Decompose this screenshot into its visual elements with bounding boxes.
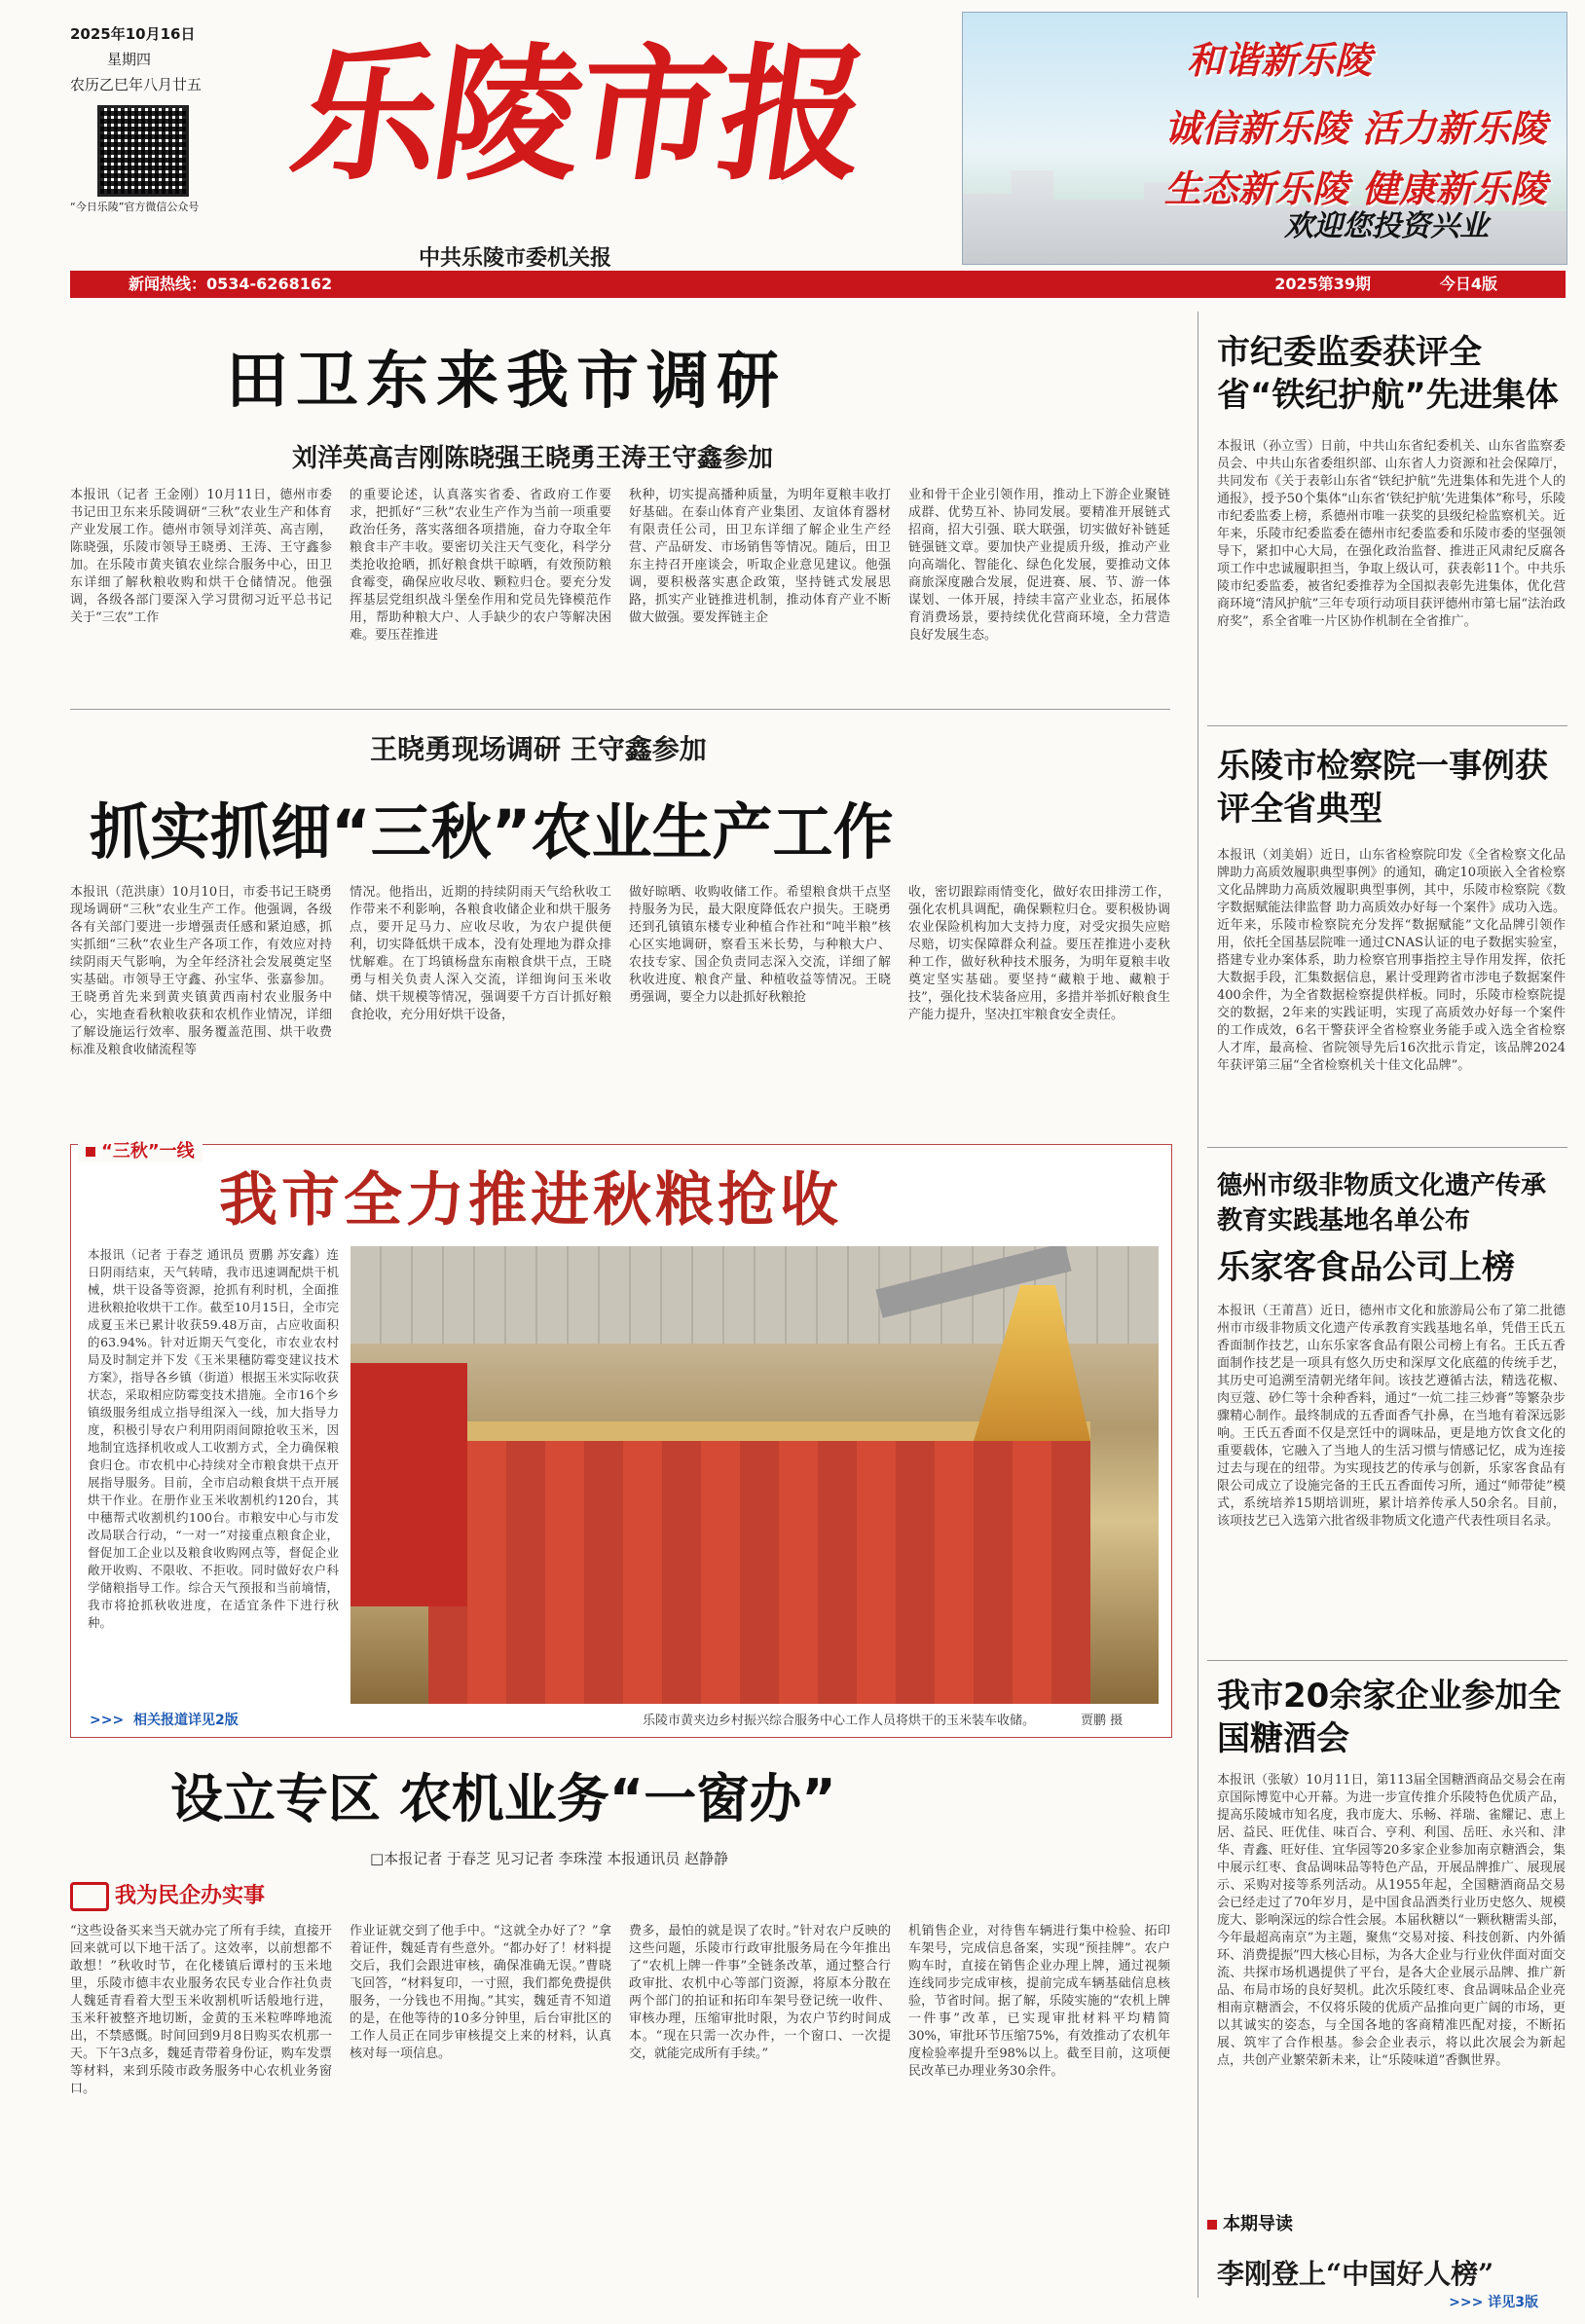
window-col-3: 费多，最怕的就是误了农时。”针对农户反映的这些问题，乐陵市行政审批服务局在今年推出了“农机上牌一件事”全链条改革，通过整合行政审批、农机中心等部门资源，将原本分散在两个部门的拍证和拓印车架号登记统一收件、审核办理，压缩审批时限，为农户节约时间成本。“现在只需一次办件，一个窗口、一次提交，就能完成所有手续。”	[629, 1924, 891, 2061]
city-advertisement	[962, 12, 1567, 265]
weekday: 星期四	[107, 51, 152, 68]
divider	[1207, 725, 1567, 726]
side-article-3-body: 本报讯（王莆菖）近日，德州市文化和旅游局公布了第二批德州市市级非物质文化遗产传承教育实践基地名单，凭借王氏五香面制作技艺，山东乐家客食品有限公司榜上有名。王氏五香面制作技艺是一项具有悠久历史和深厚文化底蕴的传统手艺，其历史可追溯至清朝光绪年间。该技艺遵循古法，精选花椒、肉豆蔻、砂仁等十余种香料，通过“一炕二挂三炒膏”等繁杂步骤精心制作。最终制成的五香面香气扑鼻，在当地有着深远影响。王氏五香面不仅是烹饪中的调味品，更是地方饮食文化的重要载体，它融入了当地人的生活习惯与情感记忆，成为连接过去与现在的纽带。为实现技艺的传承与创新，乐家客食品有限公司成立了设施完备的王氏五香面传习所，通过“师带徒”模式，系统培养15期培训班，累计培养传承人50余名。目前，该项技艺已入选第六批省级非物质文化遗产代表性项目名录。	[1217, 1304, 1566, 1529]
lead-headline[interactable]: 田卫东来我市调研	[226, 346, 787, 418]
guide-more-link[interactable]: >>> 详见3版	[1449, 2295, 1538, 2310]
service-icon	[70, 1882, 109, 1911]
window-byline: □本报记者 于春芝 见习记者 李珠滢 本报通讯员 赵静静	[370, 1850, 729, 1867]
photo-credit: 贾鹏 摄	[1081, 1714, 1124, 1728]
ad-line-2: 诚信新乐陵 活力新乐陵	[1163, 107, 1547, 150]
guide-label-row	[1207, 2210, 1567, 2235]
qr-code[interactable]	[97, 105, 189, 197]
second-body	[70, 884, 1170, 1127]
guide-more-label: 详见3版	[1488, 2295, 1538, 2310]
second-col-3: 做好晾晒、收购收储工作。希望粮食烘干点坚持服务为民，最大限度降低农户损失。王晓勇还到孔镇镇东楼专业种植合作社和“吨半粮”核心区实地调研，察看玉米长势，与种粮大户、农技专家、国企负责同志深入交流，详细了解秋收进度、粮食产量、种植收益等情况。王晓勇强调，要全力以赴抓好秋粮抢	[629, 885, 891, 1005]
photo-caption: 乐陵市黄夹边乡村振兴综合服务中心工作人员将烘干的玉米装车收储。	[643, 1714, 1036, 1728]
truck-image	[428, 1421, 1090, 1704]
lead-col-2: 的重要论述，认真落实省委、省政府工作要求，把抓好“三秋”农业生产作为当前一项重要政治任务，落实落细各项措施，奋力夺取全年粮食丰产丰收。要密切关注天气变化，科学分类抢收抢晒，抓好粮食烘干晾晒，有效预防粮食霉变，确保应收尽收、颗粒归仓。要充分发挥基层党组织战斗堡垒作用和党员先锋模范作用，帮助种粮大户、人手缺少的农户等解决困难。要压茬推进	[350, 488, 611, 643]
tag-square-icon	[86, 1147, 95, 1157]
lead-col-4: 业和骨干企业引领作用，推动上下游企业聚链成群、优势互补、协同发展。要精准开展链式招商，招大引强、联大联强，切实做好补链延链强链文章。要加快产业提质升级，推动产业向高端化、智能化、绿色化发展，要推动文体商旅深度融合发展，促进赛、展、节、游一体谋划、一体开展，持续丰富产业业态，拓展体育消费场景，要持续优化营商环境，全力营造良好发展生态。	[908, 488, 1170, 643]
second-headline[interactable]: 抓实抓细“三秋”农业生产工作	[90, 796, 894, 867]
side-article-3-kicker: 德州市级非物质文化遗产传承教育实践基地名单公布	[1217, 1171, 1547, 1236]
lead-subtitle: 刘洋英高吉刚陈晓强王晓勇王涛王守鑫参加	[292, 444, 774, 473]
ad-line-3: 生态新乐陵 健康新乐陵	[1163, 167, 1547, 210]
masthead-info	[70, 21, 236, 214]
window-col-1: “这些设备买来当天就办完了所有手续，直接开回来就可以下地干活了。这效率，以前想都不敢想！”秋收时节，在化楼镇后谭村的玉米地里，乐陵市德丰农业服务农民专业合作社负责人魏延青看着大型玉米收割机听话般地行进，玉米秆被整齐地切断，金黄的玉米粒哗哗地流出，不禁感慨。时间回到9月8日购买农机那一天。下午3点多，魏延青带着身份证，购车发票等材料，来到乐陵市政务服务中心农机业务窗口。	[70, 1924, 332, 2096]
feature-tag-label: “三秋”一线	[101, 1141, 195, 1162]
guide-headline[interactable]: 李刚登上“中国好人榜”	[1217, 2258, 1494, 2290]
window-headline[interactable]: 设立专区 农机业务“一窗办”	[170, 1768, 836, 1829]
side-article-4-body: 本报讯（张敏）10月11日，第113届全国糖酒商品交易会在南京国际博览中心开幕。为进一步宣传推介乐陵特色优质产品，提高乐陵城市知名度，我市庞大、乐畅、祥瑞、雀耀记、恵上居、益民、旺优佳、味百合、亨利、利国、岳旺、永兴和、津华、青鑫、旺好佳、宜华园等20多家企业参加南京糖酒会，集中展示红枣、食品调味品等特色产品，开展品牌推广、展现展示、采购对接等系列活动。从1955年起，全国糖酒商品交易会已经走过了70年岁月，是中国食品酒类行业历史悠久、规模庞大、影响深远的综合性会展。本届秋糖以“一颗秋糖需头部，今年最超高南京”为主题，聚焦“交易对接、科技创新、内外循环、消费提振”四大核心目标，为各大企业与行业伙伴面对面交流、共探市场机遇提供了平台，是各大企业展示品牌、推广新品、布局市场的良好契机。此次乐陵红枣、食品调味品企业亮相南京糖酒会，不仅将乐陵的优质产品推向更广阔的市场，更以其诚实的姿态，与全国各地的客商精准匹配对接，不断拓展、筑牢了合作根基。参会企业表示，将以此次展会为新起点，共创产业繁荣新未来，让“乐陵味道”香飘世界。	[1217, 1773, 1566, 2068]
feature-more-label: 相关报道详见2版	[132, 1713, 239, 1728]
guide-label: 本期导读	[1223, 2214, 1293, 2234]
divider	[70, 709, 1170, 710]
feature-body: 本报讯（记者 于春芝 通讯员 贾鹏 苏安鑫）连日阴雨结束，天气转晴，我市迅速调配烘干机械，烘干设备等资源，抢抓有利时机，全面推进秋粮抢收烘干工作。截至10月15日，全市完成夏玉米已累计收获59.48万亩，占应收面积的63.94%。针对近期天气变化，市农业农村局及时制定并下发《玉米果穗防霉变建议技术方案》，指导各乡镇（街道）根据玉米实际收获状态，采取相应防霉变技术措施。全市16个乡镇级服务组成立指导组深入一线，加大指导力度，积极引导农户利用阴雨间隙抢收玉米，因地制宜选择机收或人工收割方式，全力确保粮食归仓。市农机中心持续对全市粮食烘干点开展指导服务。目前，全市启动粮食烘干点开展烘干作业。在册作业玉米收割机约120台，其中穗帮式收割机约100台。市粮安中心与市发改局联合行动，“一对一”对接重点粮食企业，督促加工企业以及粮食收购网点等，督促企业敞开收购、不限收、不拒收。同时做好农户科学储粮指导工作。综合天气预报和当前墒情，我市将抢抓秋收进度，在适宜条件下进行秋种。	[88, 1247, 339, 1630]
side-article-2-body: 本报讯（刘美娟）近日，山东省检察院印发《全省检察文化品牌助力高质效履职典型事例》的通知，确定10项嵌入全省检察文化品牌助力高质效履职典型事例，其中，乐陵市检察院《数字数据赋能法律监督 助力高质效办好每一个案件》成功入选。近年来，乐陵市检察院充分发挥“数据赋能”文化品牌引领作用，依托全国基层院唯一通过CNAS认证的电子数据实验室，搭建专业办案体系，助力检察官刑事指控主导作用发挥，依托大数据手段，汇集数据信息，累计受理跨省市涉电子数据案件400余件，为全省数据检察提供样板。同时，乐陵市检察院提交的数据，2年来的实践证明，实现了高质效办好每一个案件的工作成效，6名干警获评全省检察业务能手或入选全省检察人才库，最高检、省院领导先后16次批示肯定，该品牌2024年获评第三届“全省检察机关十佳文化品牌”。	[1217, 848, 1566, 1073]
feature-tag	[78, 1137, 203, 1162]
lead-body	[70, 487, 1170, 691]
window-col-2: 作业证就交到了他手中。“这就全办好了？”拿着证件，魏延青有些意外。“都办好了！材料提交后，我们会跟进审核，确保准确无误。”曹晓飞回答，“材料复印，一寸照，我们都免费提供服务，一分钱也不用掏。”其实，魏延青不知道的是，在他等待的10多分钟里，后台审批区的工作人员正在同步审核提交上来的材料，认真核对每一项信息。	[350, 1924, 611, 2061]
lead-col-3: 秋种，切实提高播种质量，为明年夏粮丰收打好基础。在泰山体育产业集团、友谊体育器材有限责任公司，田卫东详细了解企业生产经营、产品研发、市场销售等情况。随后，田卫东主持召开座谈会，听取企业意见建议。他强调，要积极落实惠企政策，坚持链式发展思路，抓实产业链推进机制，推动体育产业不断做大做强。要发挥链主企	[629, 488, 891, 625]
side-article-1-title[interactable]: 市纪委监委获评全省“铁纪护航”先进集体	[1217, 333, 1559, 415]
truck-cab-image	[350, 1363, 467, 1606]
harvest-photo[interactable]	[350, 1246, 1159, 1704]
side-article-3-title[interactable]: 乐家客食品公司上榜	[1217, 1248, 1515, 1287]
issue-date: 2025年10月16日	[70, 25, 196, 43]
newspaper-subtitle: 中共乐陵市委机关报	[419, 246, 612, 271]
side-article-4-title[interactable]: 我市20余家企业参加全国糖酒会	[1217, 1677, 1562, 1758]
feature-more-link[interactable]: >>> 相关报道详见2版	[90, 1713, 239, 1728]
issue-guide	[1207, 2210, 1567, 2311]
lunar-date: 农历乙巳年八月廿五	[70, 76, 203, 93]
qr-caption: “今日乐陵”官方微信公众号	[70, 201, 200, 213]
page-count: 今日4版	[1439, 275, 1497, 293]
divider	[1207, 1660, 1567, 1661]
second-col-4: 收，密切跟踪雨情变化，做好农田排涝工作，强化农机具调配，确保颗粒归仓。要积极协调农业保险机构加大支持力度，对受灾损失应赔尽赔，切实保障群众利益。要压茬推进小麦秋种工作，做好秋种技术服务，为明年夏粮丰收奠定坚实基础。要坚持“藏粮于地、藏粮于技”，强化技术装备应用，多措并举抓好粮食生产能力提升，坚决扛牢粮食安全责任。	[908, 885, 1170, 1022]
guide-square-icon	[1207, 2220, 1217, 2230]
feature-headline[interactable]: 我市全力推进秋粮抢收	[219, 1166, 842, 1235]
newspaper-logo: 乐陵市报	[281, 29, 875, 201]
window-body	[70, 1923, 1170, 2303]
second-kicker: 王晓勇现场调研 王守鑫参加	[370, 733, 707, 765]
second-col-1: 本报讯（范洪康）10月10日，市委书记王晓勇现场调研“三秋”农业生产工作。他强调，各级各有关部门要进一步增强责任感和紧迫感，抓实抓细“三秋”农业生产各项工作，有效应对持续阴雨天气影响，为全年经济社会发展奠定坚实基础。市领导王守鑫、孙宝华、张嘉参加。王晓勇首先来到黄夹镇黄西南村农业服务中心，实地查看秋粮收获和农机作业情况，详细了解设施运行效率、服务覆盖范围、烘干收费标准及粮食收储流程等	[70, 885, 332, 1057]
news-hotline: 新闻热线：0534-6268162	[129, 275, 333, 293]
issue-number: 2025第39期	[1274, 275, 1371, 293]
info-bar	[70, 271, 1566, 298]
divider	[1207, 1147, 1567, 1148]
ad-welcome: 欢迎您投资兴业	[1284, 209, 1489, 243]
ad-line-1: 和谐新乐陵	[1186, 39, 1372, 82]
window-tag	[70, 1879, 265, 1911]
side-article-1-body: 本报讯（孙立雪）日前，中共山东省纪委机关、山东省监察委员会、中共山东省委组织部、山东省人力资源和社会保障厅，共同发布《关于表彰山东省“铁纪护航”先进集体和先进个人的通报》，授予50个集体“山东省‘铁纪护航’先进集体”称号，乐陵市纪委监委上榜，系德州市唯一获奖的县级纪检监察机关。近年来，乐陵市纪委监委在德州市纪委监委和乐陵市委的坚强领导下，紧扣中心大局，在强化政治监督、推进正风肃纪反腐各项工作中忠诚履职担当，争取上级认可，获表彰11个。中共乐陵市纪委监委，被省纪委推荐为全国拟表彰先进集体，优化营商环境“清风护航”三年专项行动项目获评德州市第七届“法治政府奖”，系全省唯一片区协作机制在全省推广。	[1217, 439, 1566, 629]
side-article-2-title[interactable]: 乐陵市检察院一事例获评全省典型	[1217, 747, 1548, 829]
second-col-2: 情况。他指出，近期的持续阴雨天气给秋收工作带来不利影响，各粮食收储企业和烘干服务点，要开足马力、应收尽收，为农户提供便利，切实降低烘干成本，没有处理地为群众排忧解难。在丁坞镇杨盘东南粮食烘干点，王晓勇与相关负责人深入交流，详细询问玉米收储、烘干规模等情况，强调要千方百计抓好粮食抢收，充分用好烘干设备，	[350, 885, 611, 1022]
window-col-4: 机销售企业，对待售车辆进行集中检验、拓印车架号，完成信息备案，实现“预挂牌”。农户购车时，直接在销售企业办理上牌，通过视频连线同步完成审核，提前完成车辆基础信息核验，节省时间。据了解，乐陵实施的“农机上牌一件事”改革，已实现审批材料平均精简30%，审批环节压缩75%，有效推动了农机年度检验率提升至98%以上。截至目前，这项便民改革已办理业务30余件。	[908, 1924, 1170, 2079]
lead-col-1: 本报讯（记者 王金刚）10月11日，德州市委书记田卫东来乐陵调研“三秋”农业生产和体育产业发展工作。德州市领导刘洋英、高吉刚，陈晓强，乐陵市领导王晓勇、王涛、王守鑫参加。在乐陵市黄夹镇农业综合服务中心，田卫东详细了解秋粮收购和烘干仓储情况。他强调，各级各部门要深入学习贯彻习近平总书记关于“三农”工作	[70, 488, 332, 625]
window-tag-label: 我为民企办实事	[115, 1884, 266, 1908]
